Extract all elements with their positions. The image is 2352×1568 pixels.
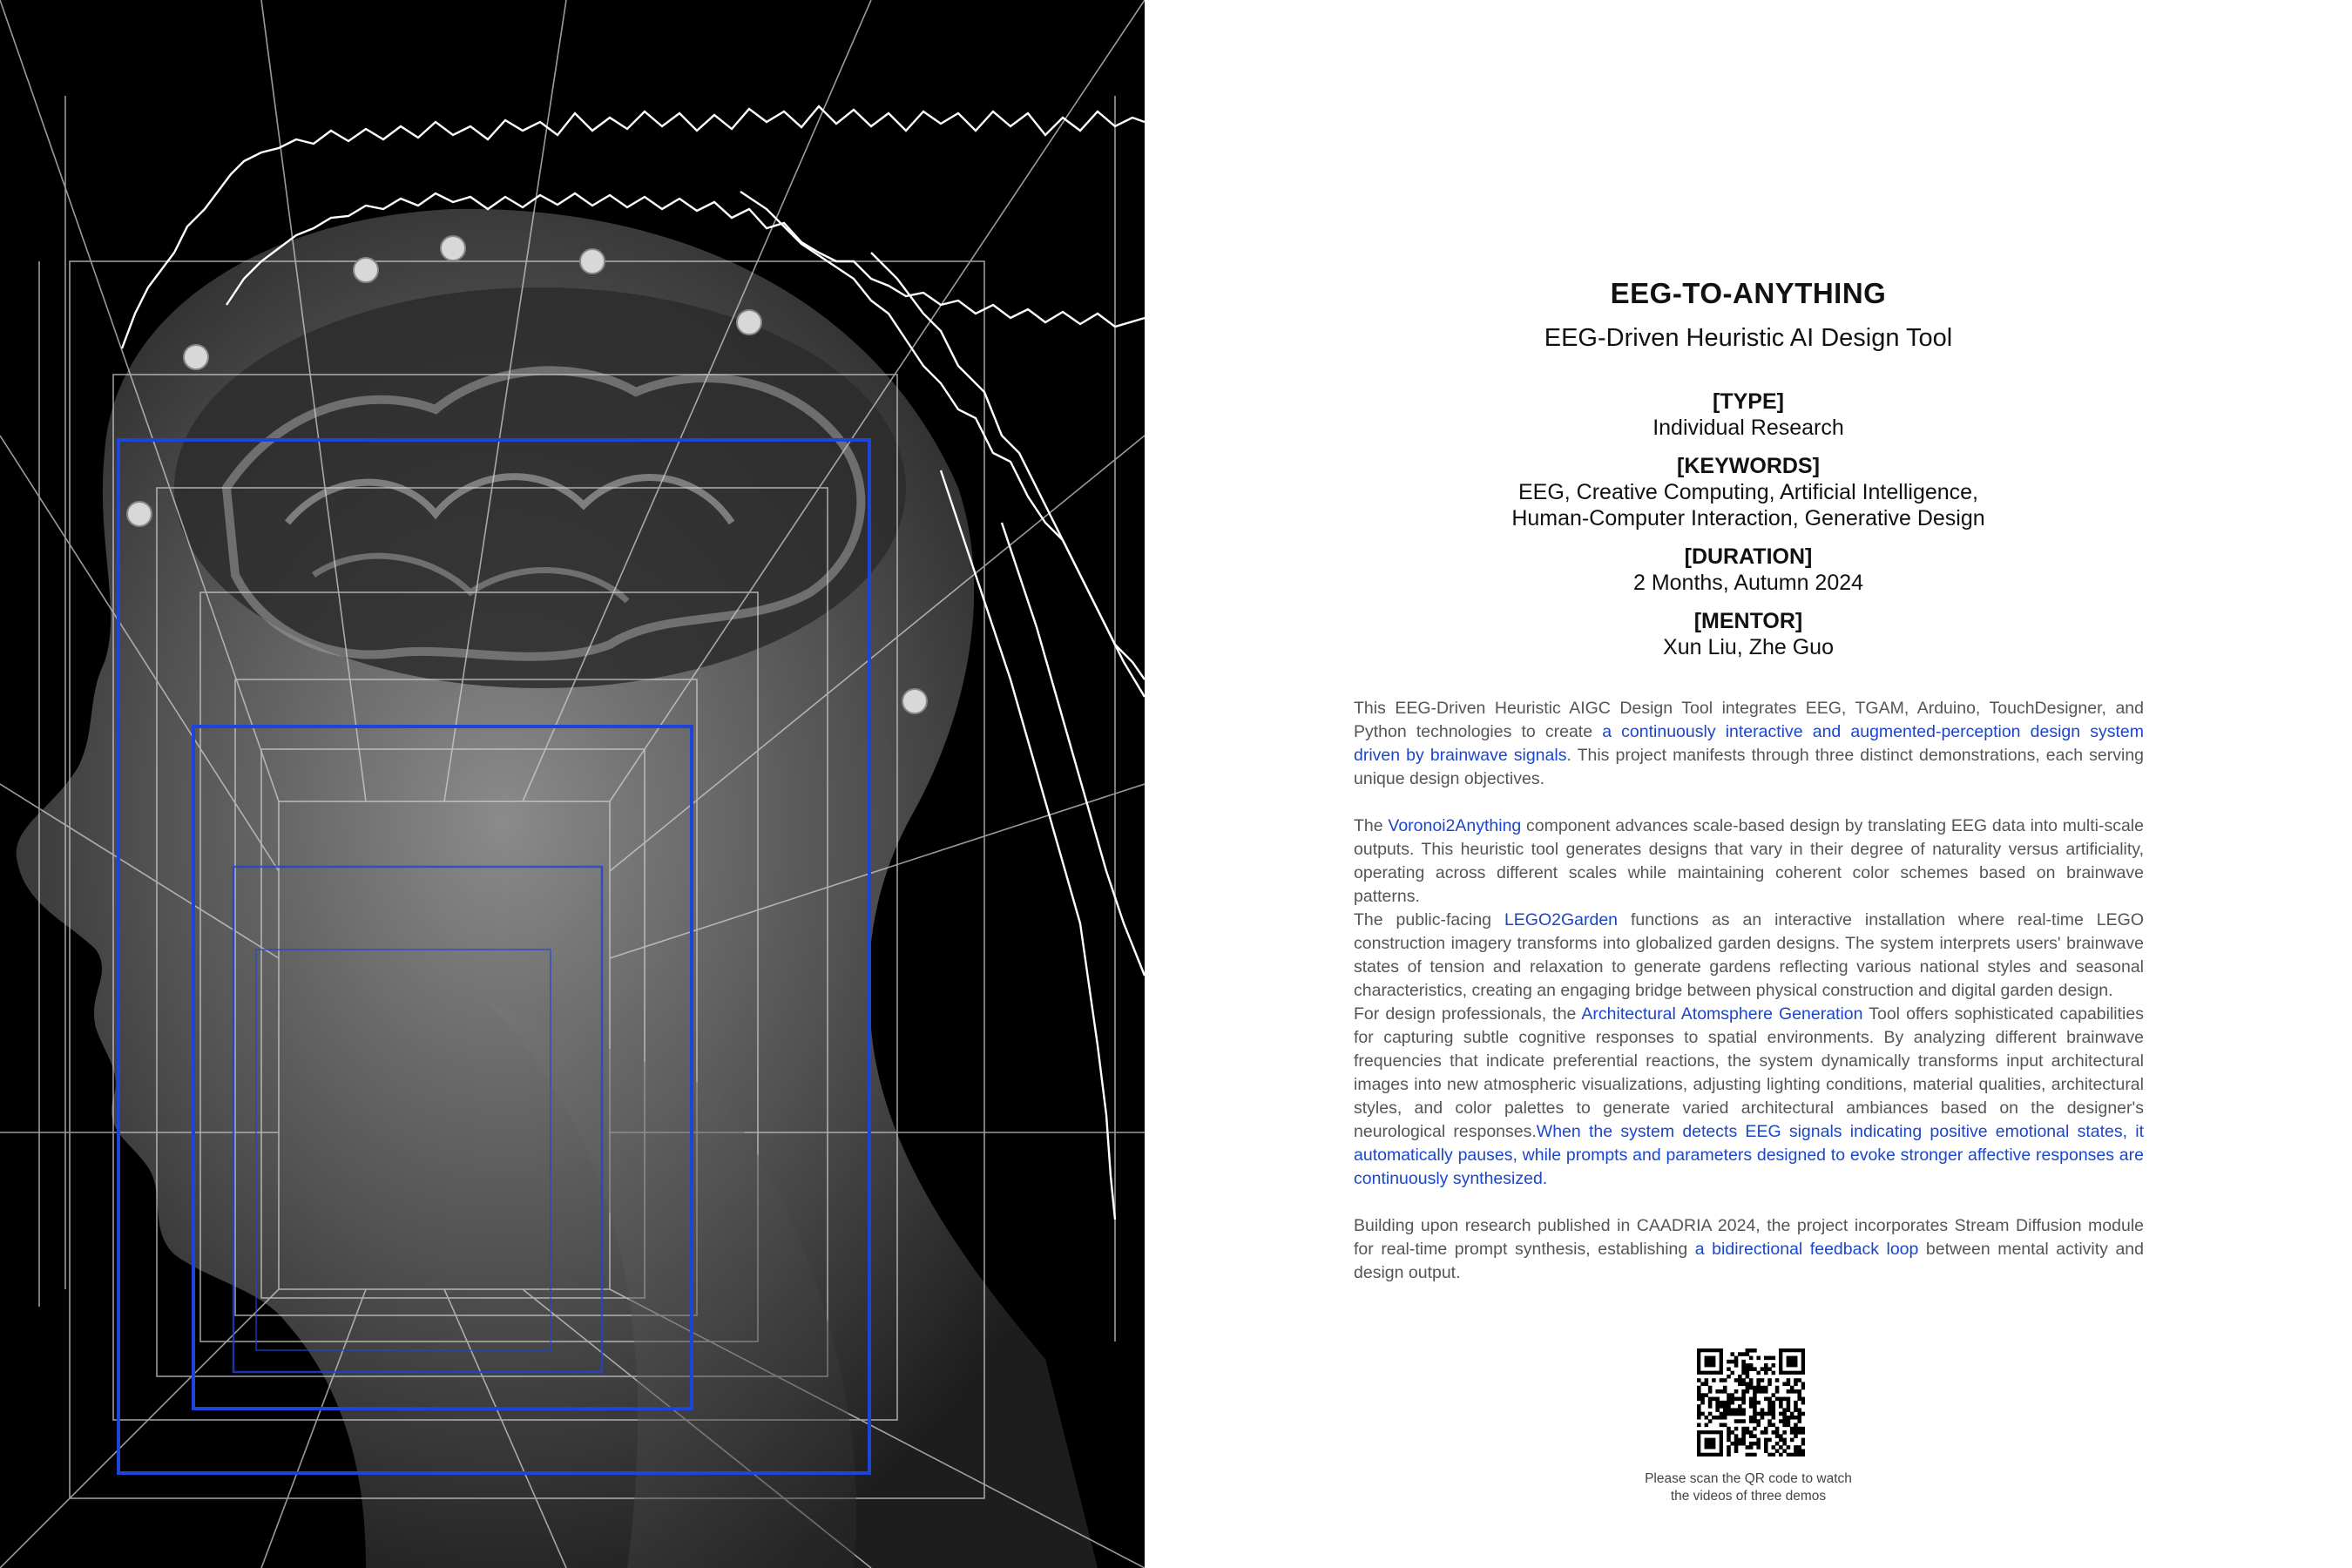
qr-caption: [1145, 1470, 2352, 1505]
qr-code-graphic: [1697, 1348, 1805, 1456]
voronoi-text-b: component advances scale-based design by translating EEG data into multi-scale outputs. This heuristic tool generates designs that vary in their degree of naturality versus artificiality, operating across different scales while maintaining coherent color schemes based on brainwave patterns.: [1354, 816, 2144, 906]
paragraph-lego: [1354, 909, 2144, 1003]
meta-mentor: [1145, 608, 2352, 660]
keywords-line-1: EEG, Creative Computing, Artificial Intelligence,: [1517, 480, 1978, 504]
paragraph-caadria: [1354, 1214, 2144, 1285]
meta-duration: [1145, 544, 2352, 596]
type-label: [TYPE]: [1713, 389, 1784, 414]
caadria-highlight: a bidirectional feedback loop: [1694, 1240, 1919, 1259]
type-value: Individual Research: [1652, 416, 1844, 440]
lego-text-b: functions as an interactive installation where real-time LEGO construction imagery transforms into globalized garden designs. The system interprets users' brainwave states of tension and relaxation to generate gardens reflecting various national styles and seasonal characteristics, creating an engaging bridge between physical construction and digital garden design.: [1354, 910, 2144, 1000]
mentor-value: Xun Liu, Zhe Guo: [1663, 635, 1834, 659]
qr-code-icon[interactable]: [1697, 1348, 1805, 1456]
text-panel: [1145, 0, 2352, 1568]
page-subtitle: EEG-Driven Heuristic AI Design Tool: [1544, 324, 1953, 352]
eeg-head-illustration: [0, 0, 1145, 1568]
qr-caption-line-2: the videos of three demos: [1670, 1489, 1827, 1504]
voronoi-highlight: Voronoi2Anything: [1388, 816, 1522, 835]
duration-label: [DURATION]: [1684, 544, 1813, 569]
arch-highlight: Architectural Atomsphere Generation: [1581, 1004, 1863, 1024]
intro-text-a: This EEG-Driven Heuristic AIGC Design Tool integrates EEG, TGAM, Arduino, TouchDesigner, and Python technologies to create: [1354, 699, 2144, 741]
body-text: [1354, 697, 2144, 1285]
caadria-text-a: Building upon research published in CAADRIA 2024, the project incorporates Stream Diffusion module for real-time prompt synthesis, establishing: [1354, 1216, 2144, 1259]
lego-highlight: LEGO2Garden: [1504, 910, 1619, 929]
lego-text-a: The public-facing: [1354, 910, 1504, 929]
meta-keywords: [1145, 453, 2352, 531]
voronoi-text-a: The: [1354, 816, 1389, 835]
qr-caption-line-1: Please scan the QR code to watch: [1645, 1471, 1852, 1486]
mentor-label: [MENTOR]: [1693, 609, 1803, 633]
intro-text-b: . This project manifests through three distinct demonstrations, each serving unique design objectives.: [1354, 746, 2145, 788]
paragraph-intro: [1354, 697, 2144, 791]
caadria-text-b: between mental activity and design output.: [1354, 1240, 2144, 1282]
page-title: EEG-TO-ANYTHING: [1610, 277, 1887, 309]
paragraph-architecture: [1354, 1003, 2144, 1191]
cover-image-panel: [0, 0, 1145, 1568]
arch-text-a: For design professionals, the: [1354, 1004, 1582, 1024]
duration-value: 2 Months, Autumn 2024: [1632, 571, 1864, 595]
intro-highlight: a continuously interactive and augmented-perception design system driven by brainwave signals: [1354, 722, 2145, 765]
project-meta: [1145, 389, 2352, 672]
paragraph-voronoi: [1354, 814, 2144, 909]
arch-text-b: Tool offers sophisticated capabilities for capturing subtle cognitive responses to spatial environments. By analyzing different brainwave frequencies that indicate preferential reactions, the system dynamically transforms input architectural images into new atmospheric visualizations, adjusting lighting conditions, material qualities, architectural styles, and color palettes to generate varied architectural ambiances based on the designer's neurological responses.: [1354, 1004, 2144, 1141]
arch-highlight-2: When the system detects EEG signals indicating positive emotional states, it automatically pauses, while prompts and parameters designed to evoke stronger affective responses are continuously synthesized.: [1354, 1122, 2145, 1188]
keywords-line-2: Human-Computer Interaction, Generative Design: [1511, 506, 1985, 531]
keywords-label: [KEYWORDS]: [1677, 454, 1820, 478]
meta-type: [1145, 389, 2352, 441]
